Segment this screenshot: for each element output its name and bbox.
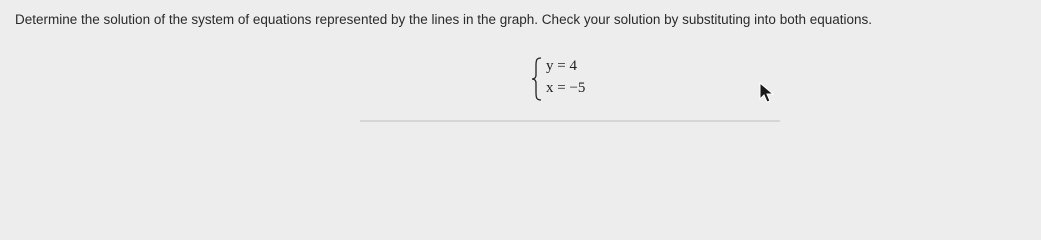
equation-2: x = −5 <box>546 80 586 96</box>
left-brace-icon <box>530 56 544 102</box>
equation-1: y = 4 <box>546 58 577 74</box>
equation-system <box>530 56 620 102</box>
divider <box>360 120 780 122</box>
mouse-pointer-icon <box>758 81 780 103</box>
question-instruction: Determine the solution of the system of equations represented by the lines in the graph. Check your solution by substituting into both equations. <box>15 12 873 27</box>
